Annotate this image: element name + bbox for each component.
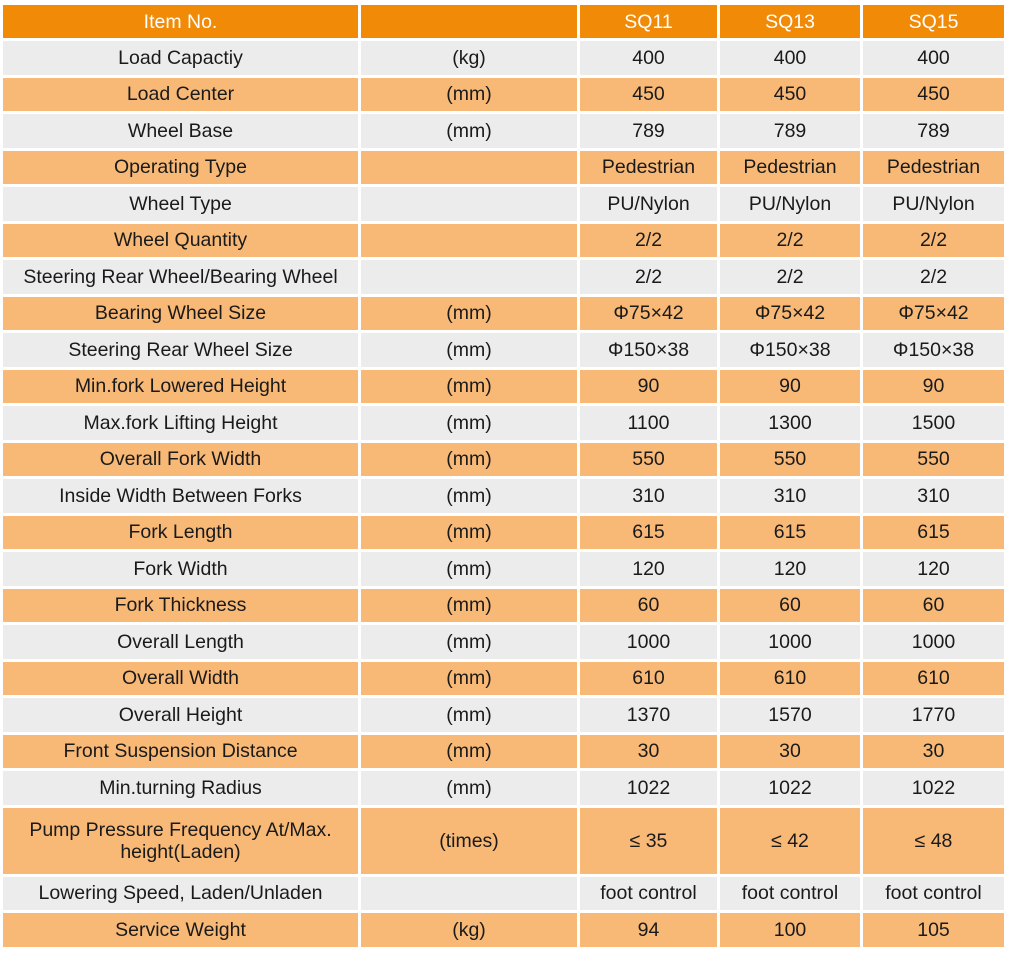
table-row — [3, 771, 1004, 805]
spec-value-cell: PU/Nylon — [580, 187, 717, 221]
table-row — [3, 297, 1004, 331]
spec-unit-cell — [361, 224, 577, 258]
spec-name-cell: Overall Width — [3, 662, 358, 696]
spec-name-cell: Fork Thickness — [3, 589, 358, 623]
spec-value-cell: 400 — [863, 41, 1004, 75]
spec-value-cell: 2/2 — [863, 260, 1004, 294]
spec-name-cell: Inside Width Between Forks — [3, 479, 358, 513]
header-model: SQ13 — [720, 5, 860, 38]
table-row — [3, 443, 1004, 477]
table-row — [3, 735, 1004, 769]
spec-name-cell: Bearing Wheel Size — [3, 297, 358, 331]
spec-table-body — [3, 5, 1004, 947]
spec-value-cell: 2/2 — [580, 224, 717, 258]
spec-name-cell: Load Center — [3, 78, 358, 112]
spec-unit-cell: (mm) — [361, 479, 577, 513]
spec-name-cell: Load Capactiy — [3, 41, 358, 75]
table-row — [3, 625, 1004, 659]
spec-value-cell: 615 — [720, 516, 860, 550]
table-row — [3, 808, 1004, 874]
spec-value-cell: 789 — [580, 114, 717, 148]
spec-name-cell: Wheel Quantity — [3, 224, 358, 258]
spec-name-cell: Overall Fork Width — [3, 443, 358, 477]
spec-table — [0, 2, 1007, 950]
spec-value-cell: 90 — [863, 370, 1004, 404]
spec-unit-cell: (mm) — [361, 662, 577, 696]
spec-unit-cell: (mm) — [361, 443, 577, 477]
spec-unit-cell: (mm) — [361, 297, 577, 331]
table-row — [3, 187, 1004, 221]
spec-value-cell: 100 — [720, 913, 860, 947]
spec-value-cell: 60 — [580, 589, 717, 623]
spec-value-cell: 105 — [863, 913, 1004, 947]
spec-name-cell: Wheel Base — [3, 114, 358, 148]
table-row — [3, 877, 1004, 911]
spec-value-cell: Pedestrian — [580, 151, 717, 185]
spec-value-cell: Pedestrian — [720, 151, 860, 185]
spec-value-cell: 60 — [863, 589, 1004, 623]
spec-value-cell: 550 — [580, 443, 717, 477]
spec-value-cell: 30 — [580, 735, 717, 769]
spec-value-cell: ≤ 42 — [720, 808, 860, 874]
spec-unit-cell — [361, 187, 577, 221]
spec-value-cell: 1000 — [720, 625, 860, 659]
spec-value-cell: 610 — [580, 662, 717, 696]
spec-unit-cell: (mm) — [361, 771, 577, 805]
spec-value-cell: 1000 — [580, 625, 717, 659]
spec-value-cell: 400 — [720, 41, 860, 75]
spec-name-cell: Front Suspension Distance — [3, 735, 358, 769]
spec-name-cell: Lowering Speed, Laden/Unladen — [3, 877, 358, 911]
spec-value-cell: 1770 — [863, 698, 1004, 732]
spec-value-cell: Φ150×38 — [863, 333, 1004, 367]
spec-value-cell: Pedestrian — [863, 151, 1004, 185]
spec-value-cell: 1100 — [580, 406, 717, 440]
spec-unit-cell: (kg) — [361, 41, 577, 75]
spec-value-cell: 550 — [720, 443, 860, 477]
spec-value-cell: 789 — [720, 114, 860, 148]
spec-value-cell: 789 — [863, 114, 1004, 148]
spec-unit-cell: (kg) — [361, 913, 577, 947]
spec-unit-cell: (mm) — [361, 114, 577, 148]
table-row — [3, 698, 1004, 732]
spec-value-cell: 1022 — [580, 771, 717, 805]
table-row — [3, 662, 1004, 696]
spec-unit-cell — [361, 260, 577, 294]
spec-name-cell: Wheel Type — [3, 187, 358, 221]
spec-value-cell: Φ75×42 — [580, 297, 717, 331]
table-row — [3, 224, 1004, 258]
spec-value-cell: 1500 — [863, 406, 1004, 440]
spec-value-cell: 30 — [863, 735, 1004, 769]
spec-value-cell: 1022 — [720, 771, 860, 805]
spec-name-cell: Steering Rear Wheel Size — [3, 333, 358, 367]
table-row — [3, 516, 1004, 550]
spec-value-cell: 550 — [863, 443, 1004, 477]
spec-value-cell: Φ150×38 — [580, 333, 717, 367]
spec-value-cell: 90 — [580, 370, 717, 404]
spec-value-cell: 1000 — [863, 625, 1004, 659]
spec-value-cell: PU/Nylon — [863, 187, 1004, 221]
table-row — [3, 333, 1004, 367]
spec-name-cell: Steering Rear Wheel/Bearing Wheel — [3, 260, 358, 294]
spec-name-cell: Service Weight — [3, 913, 358, 947]
spec-value-cell: ≤ 35 — [580, 808, 717, 874]
spec-value-cell: 2/2 — [720, 224, 860, 258]
spec-name-cell: Max.fork Lifting Height — [3, 406, 358, 440]
table-row — [3, 41, 1004, 75]
spec-value-cell: 1570 — [720, 698, 860, 732]
spec-value-cell: Φ75×42 — [720, 297, 860, 331]
spec-value-cell: 615 — [863, 516, 1004, 550]
spec-value-cell: 120 — [720, 552, 860, 586]
spec-value-cell: Φ75×42 — [863, 297, 1004, 331]
table-row — [3, 260, 1004, 294]
spec-value-cell: 1300 — [720, 406, 860, 440]
spec-value-cell: ≤ 48 — [863, 808, 1004, 874]
table-row — [3, 589, 1004, 623]
spec-name-cell: Overall Length — [3, 625, 358, 659]
spec-unit-cell: (mm) — [361, 78, 577, 112]
spec-unit-cell: (mm) — [361, 516, 577, 550]
spec-name-cell: Min.fork Lowered Height — [3, 370, 358, 404]
spec-value-cell: foot control — [720, 877, 860, 911]
spec-unit-cell: (mm) — [361, 625, 577, 659]
spec-unit-cell: (mm) — [361, 333, 577, 367]
table-row — [3, 406, 1004, 440]
spec-value-cell: 450 — [720, 78, 860, 112]
spec-value-cell: 94 — [580, 913, 717, 947]
spec-name-cell: Operating Type — [3, 151, 358, 185]
table-header-row — [3, 5, 1004, 38]
spec-value-cell: 450 — [863, 78, 1004, 112]
spec-unit-cell: (mm) — [361, 370, 577, 404]
spec-unit-cell: (times) — [361, 808, 577, 874]
spec-unit-cell: (mm) — [361, 406, 577, 440]
spec-value-cell: 450 — [580, 78, 717, 112]
spec-value-cell: 30 — [720, 735, 860, 769]
table-row — [3, 913, 1004, 947]
spec-value-cell: 615 — [580, 516, 717, 550]
spec-value-cell: 1022 — [863, 771, 1004, 805]
spec-value-cell: 60 — [720, 589, 860, 623]
table-row — [3, 114, 1004, 148]
spec-value-cell: Φ150×38 — [720, 333, 860, 367]
header-model: SQ11 — [580, 5, 717, 38]
spec-value-cell: 120 — [580, 552, 717, 586]
spec-value-cell: 310 — [863, 479, 1004, 513]
spec-unit-cell: (mm) — [361, 589, 577, 623]
spec-unit-cell: (mm) — [361, 698, 577, 732]
spec-name-cell: Overall Height — [3, 698, 358, 732]
spec-value-cell: 2/2 — [580, 260, 717, 294]
spec-value-cell: 2/2 — [720, 260, 860, 294]
spec-unit-cell — [361, 151, 577, 185]
table-row — [3, 78, 1004, 112]
table-row — [3, 370, 1004, 404]
table-row — [3, 552, 1004, 586]
spec-unit-cell — [361, 877, 577, 911]
spec-value-cell: foot control — [863, 877, 1004, 911]
table-row — [3, 479, 1004, 513]
table-row — [3, 151, 1004, 185]
spec-value-cell: 310 — [720, 479, 860, 513]
spec-value-cell: 90 — [720, 370, 860, 404]
header-item-no: Item No. — [3, 5, 358, 38]
header-model: SQ15 — [863, 5, 1004, 38]
spec-name-cell: Fork Width — [3, 552, 358, 586]
spec-value-cell: PU/Nylon — [720, 187, 860, 221]
spec-value-cell: 2/2 — [863, 224, 1004, 258]
spec-unit-cell: (mm) — [361, 735, 577, 769]
spec-name-cell: Min.turning Radius — [3, 771, 358, 805]
spec-value-cell: 120 — [863, 552, 1004, 586]
spec-name-cell: Pump Pressure Frequency At/Max. height(Laden) — [3, 808, 358, 874]
header-unit — [361, 5, 577, 38]
spec-unit-cell: (mm) — [361, 552, 577, 586]
spec-value-cell: foot control — [580, 877, 717, 911]
spec-value-cell: 610 — [863, 662, 1004, 696]
spec-value-cell: 610 — [720, 662, 860, 696]
spec-value-cell: 1370 — [580, 698, 717, 732]
spec-value-cell: 310 — [580, 479, 717, 513]
spec-value-cell: 400 — [580, 41, 717, 75]
spec-name-cell: Fork Length — [3, 516, 358, 550]
